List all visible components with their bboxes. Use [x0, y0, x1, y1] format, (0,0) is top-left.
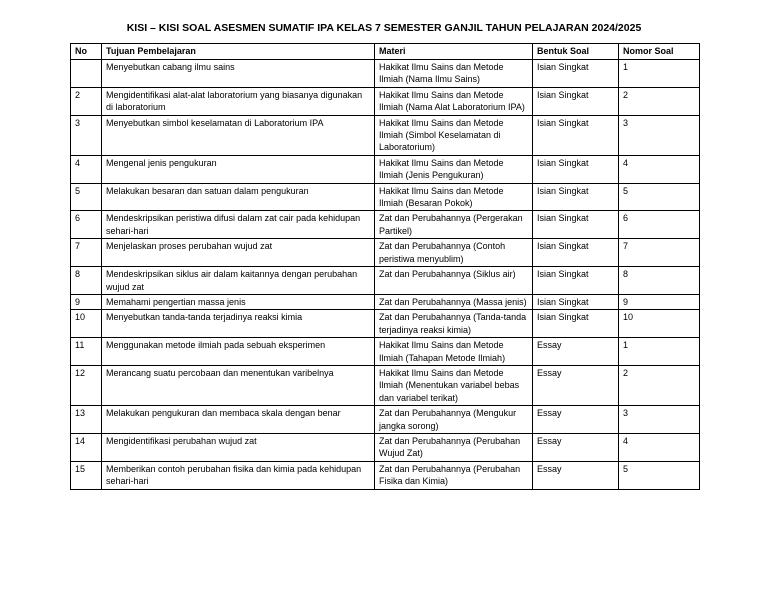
cell-nomor: 1: [619, 338, 700, 366]
cell-materi: Zat dan Perubahannya (Perubahan Wujud Zat): [375, 433, 533, 461]
kisi-kisi-table: [70, 43, 700, 490]
cell-tujuan: Mengenal jenis pengukuran: [102, 155, 375, 183]
cell-materi: Zat dan Perubahannya (Tanda-tanda terjadinya reaksi kimia): [375, 310, 533, 338]
cell-nomor: 2: [619, 87, 700, 115]
cell-bentuk: Isian Singkat: [533, 310, 619, 338]
cell-materi: Hakikat Ilmu Sains dan Metode Ilmiah (Simbol Keselamatan di Laboratorium): [375, 115, 533, 155]
cell-nomor: 9: [619, 294, 700, 309]
cell-bentuk: Isian Singkat: [533, 267, 619, 295]
table-row: [71, 155, 700, 183]
cell-nomor: 6: [619, 211, 700, 239]
cell-materi: Hakikat Ilmu Sains dan Metode Ilmiah (Jenis Pengukuran): [375, 155, 533, 183]
cell-nomor: 3: [619, 406, 700, 434]
cell-nomor: 3: [619, 115, 700, 155]
cell-nomor: 5: [619, 183, 700, 211]
cell-materi: Zat dan Perubahannya (Siklus air): [375, 267, 533, 295]
cell-no: 15: [71, 461, 102, 489]
table-row: [71, 338, 700, 366]
cell-tujuan: Menyebutkan simbol keselamatan di Laboratorium IPA: [102, 115, 375, 155]
cell-no: 2: [71, 87, 102, 115]
cell-materi: Hakikat Ilmu Sains dan Metode Ilmiah (Besaran Pokok): [375, 183, 533, 211]
header-tujuan: Tujuan Pembelajaran: [102, 44, 375, 60]
cell-tujuan: Memahami pengertian massa jenis: [102, 294, 375, 309]
cell-bentuk: Isian Singkat: [533, 294, 619, 309]
cell-no: 8: [71, 267, 102, 295]
page-title: KISI – KISI SOAL ASESMEN SUMATIF IPA KELAS 7 SEMESTER GANJIL TAHUN PELAJARAN 2024/2025: [126, 22, 642, 34]
cell-nomor: 8: [619, 267, 700, 295]
table-row: [71, 365, 700, 405]
cell-tujuan: Mendeskripsikan siklus air dalam kaitannya dengan perubahan wujud zat: [102, 267, 375, 295]
table-body: [71, 60, 700, 490]
cell-tujuan: Menjelaskan proses perubahan wujud zat: [102, 239, 375, 267]
table-row: [71, 310, 700, 338]
cell-bentuk: Essay: [533, 365, 619, 405]
cell-materi: Hakikat Ilmu Sains dan Metode Ilmiah (Nama Ilmu Sains): [375, 60, 533, 88]
cell-no: 3: [71, 115, 102, 155]
table-row: [71, 87, 700, 115]
cell-tujuan: Memberikan contoh perubahan fisika dan kimia pada kehidupan sehari-hari: [102, 461, 375, 489]
cell-nomor: 1: [619, 60, 700, 88]
header-no: No: [71, 44, 102, 60]
cell-bentuk: Isian Singkat: [533, 239, 619, 267]
header-nomor: Nomor Soal: [619, 44, 700, 60]
cell-bentuk: Essay: [533, 461, 619, 489]
cell-bentuk: Isian Singkat: [533, 60, 619, 88]
table-row: [71, 239, 700, 267]
cell-nomor: 4: [619, 433, 700, 461]
cell-tujuan: Mengidentifikasi alat-alat laboratorium yang biasanya digunakan di laboratorium: [102, 87, 375, 115]
cell-nomor: 10: [619, 310, 700, 338]
table-header-row: [71, 44, 700, 60]
cell-nomor: 5: [619, 461, 700, 489]
cell-bentuk: Isian Singkat: [533, 211, 619, 239]
cell-bentuk: Essay: [533, 338, 619, 366]
cell-no: 4: [71, 155, 102, 183]
cell-nomor: 4: [619, 155, 700, 183]
header-materi: Materi: [375, 44, 533, 60]
cell-tujuan: Melakukan pengukuran dan membaca skala dengan benar: [102, 406, 375, 434]
table-row: [71, 115, 700, 155]
cell-no: 12: [71, 365, 102, 405]
cell-tujuan: Melakukan besaran dan satuan dalam pengukuran: [102, 183, 375, 211]
cell-no: 7: [71, 239, 102, 267]
cell-bentuk: Essay: [533, 406, 619, 434]
table-row: [71, 406, 700, 434]
cell-materi: Zat dan Perubahannya (Contoh peristiwa menyublim): [375, 239, 533, 267]
cell-bentuk: Isian Singkat: [533, 155, 619, 183]
cell-no: 14: [71, 433, 102, 461]
cell-materi: Zat dan Perubahannya (Perubahan Fisika dan Kimia): [375, 461, 533, 489]
table-row: [71, 433, 700, 461]
table-row: [71, 60, 700, 88]
table-row: [71, 267, 700, 295]
cell-bentuk: Isian Singkat: [533, 183, 619, 211]
table-row: [71, 294, 700, 309]
cell-materi: Hakikat Ilmu Sains dan Metode Ilmiah (Tahapan Metode Ilmiah): [375, 338, 533, 366]
cell-materi: Hakikat Ilmu Sains dan Metode Ilmiah (Nama Alat Laboratorium IPA): [375, 87, 533, 115]
cell-bentuk: Isian Singkat: [533, 87, 619, 115]
cell-no: 6: [71, 211, 102, 239]
cell-tujuan: Mengidentifikasi perubahan wujud zat: [102, 433, 375, 461]
cell-tujuan: Menggunakan metode ilmiah pada sebuah eksperimen: [102, 338, 375, 366]
cell-no: 10: [71, 310, 102, 338]
cell-materi: Zat dan Perubahannya (Pergerakan Partikel): [375, 211, 533, 239]
table-row: [71, 211, 700, 239]
cell-nomor: 7: [619, 239, 700, 267]
cell-materi: Zat dan Perubahannya (Massa jenis): [375, 294, 533, 309]
cell-tujuan: Menyebutkan tanda-tanda terjadinya reaksi kimia: [102, 310, 375, 338]
cell-bentuk: Isian Singkat: [533, 115, 619, 155]
cell-materi: Hakikat Ilmu Sains dan Metode Ilmiah (Menentukan variabel bebas dan variabel terikat): [375, 365, 533, 405]
cell-no: 11: [71, 338, 102, 366]
cell-tujuan: Menyebutkan cabang ilmu sains: [102, 60, 375, 88]
table-row: [71, 183, 700, 211]
cell-no: 9: [71, 294, 102, 309]
cell-no: [71, 60, 102, 88]
cell-materi: Zat dan Perubahannya (Mengukur jangka sorong): [375, 406, 533, 434]
cell-nomor: 2: [619, 365, 700, 405]
cell-no: 5: [71, 183, 102, 211]
cell-tujuan: Mendeskripsikan peristiwa difusi dalam zat cair pada kehidupan sehari-hari: [102, 211, 375, 239]
cell-tujuan: Merancang suatu percobaan dan menentukan varibelnya: [102, 365, 375, 405]
table-row: [71, 461, 700, 489]
cell-no: 13: [71, 406, 102, 434]
header-bentuk: Bentuk Soal: [533, 44, 619, 60]
cell-bentuk: Essay: [533, 433, 619, 461]
